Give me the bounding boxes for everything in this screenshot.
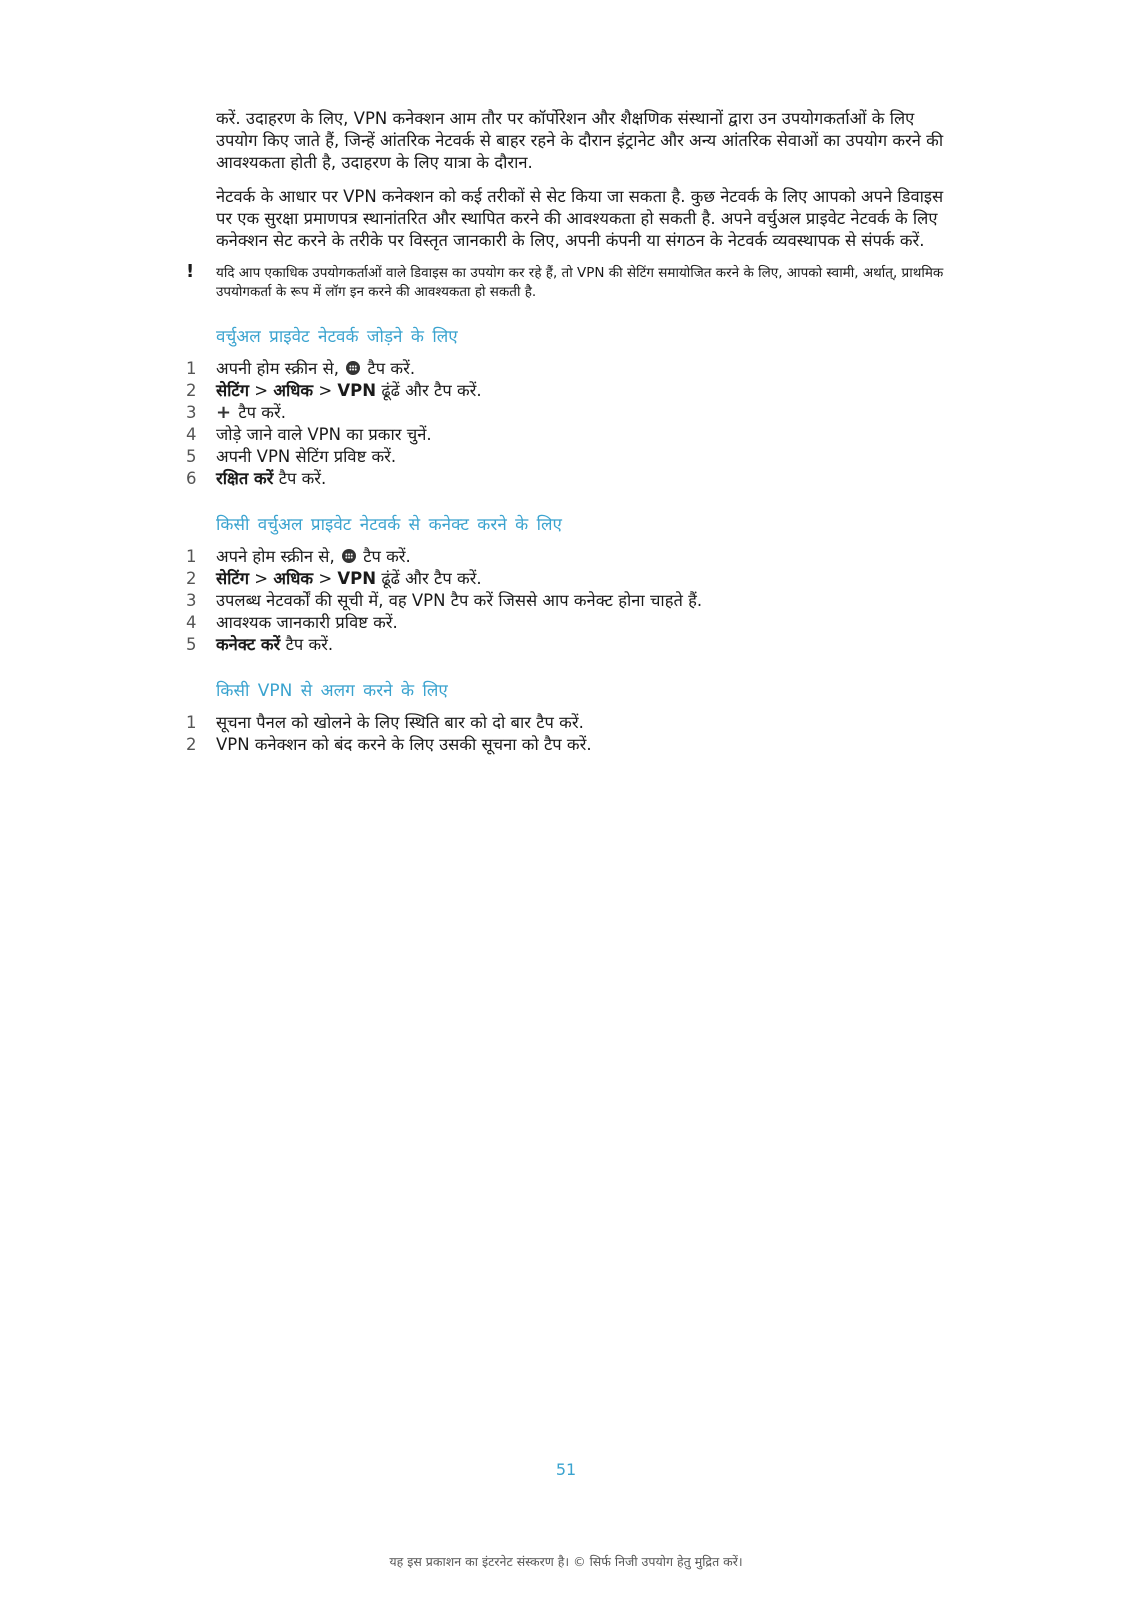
step-item: 2 सेटिंग > अधिक > VPN ढूंढें और टैप करें. (186, 569, 482, 588)
step-item: 2 सेटिंग > अधिक > VPN ढूंढें और टैप करें. (186, 381, 482, 400)
step-item: 5 अपनी VPN सेटिंग प्रविष्ट करें. (186, 447, 397, 466)
step-item: 3 उपलब्ध नेटवर्कों की सूची में, वह VPN टैप करें जिससे आप कनेक्ट होना चाहते हैं. (186, 591, 703, 610)
step-number: 5 (186, 635, 197, 654)
step-number: 4 (186, 425, 197, 444)
document-body (186, 108, 946, 756)
step-number: 5 (186, 447, 197, 466)
step-item: 3 + टैप करें. (186, 402, 286, 423)
step-number: 1 (186, 547, 197, 566)
steps-list (186, 712, 946, 756)
step-number: 1 (186, 713, 197, 732)
step-number: 1 (186, 359, 197, 378)
note (186, 261, 946, 302)
step-number: 3 (186, 591, 197, 610)
connect-label: कनेक्ट करें (216, 635, 281, 654)
apps-icon (346, 361, 360, 375)
step-item: 1 सूचना पैनल को खोलने के लिए स्थिति बार को दो बार टैप करें. (186, 713, 584, 732)
vpn-label: VPN (337, 569, 377, 588)
settings-label: सेटिंग (216, 381, 250, 400)
exclamation-icon: ! (186, 261, 195, 282)
vpn-label: VPN (337, 381, 377, 400)
save-label: रक्षित करें (216, 469, 274, 488)
steps-list (186, 358, 946, 490)
step-item: 1 अपनी होम स्क्रीन से, टैप करें. (186, 359, 416, 378)
step-item: 1 अपने होम स्क्रीन से, टैप करें. (186, 547, 411, 566)
note-text: यदि आप एकाधिक उपयोगकर्ताओं वाले डिवाइस का उपयोग कर रहे हैं, तो VPN की सेटिंग समायोजित करने के लिए, आपको स्वामी, अर्थात्, प्राथमिक उपयोगकर्ता के रूप में लॉग इन करने की आवश्यकता हो सकती है. (216, 265, 944, 300)
plus-icon: + (216, 402, 232, 423)
step-number: 2 (186, 381, 197, 400)
intro-paragraph: करें. उदाहरण के लिए, VPN कनेक्शन आम तौर पर कॉर्पोरेशन और शैक्षणिक संस्थानों द्वारा उन उपयोगकर्ताओं के लिए उपयोग किए जाते हैं, जिन्हें आंतरिक नेटवर्क से बाहर रहने के दौरान इंट्रानेट और अन्य आंतरिक सेवाओं का उपयोग करने की आवश्यकता होती है, उदाहरण के लिए यात्रा के दौरान. (216, 109, 944, 172)
step-item: 5 कनेक्ट करें टैप करें. (186, 635, 334, 654)
step-item: 4 जोड़े जाने वाले VPN का प्रकार चुनें. (186, 425, 432, 444)
section-heading-disconnect-vpn: किसी VPN से अलग करने के लिए (216, 681, 448, 701)
more-label: अधिक (273, 569, 314, 588)
more-label: अधिक (273, 381, 314, 400)
section-heading-connect-vpn: किसी वर्चुअल प्राइवेट नेटवर्क से कनेक्ट करने के लिए (216, 515, 562, 535)
footer-notice: यह इस प्रकाशन का इंटरनेट संस्करण है। © सिर्फ निजी उपयोग हेतु मुद्रित करें। (389, 1554, 743, 1569)
settings-label: सेटिंग (216, 569, 250, 588)
page-number: 51 (555, 1460, 577, 1479)
step-item: 2 VPN कनेक्शन को बंद करने के लिए उसकी सूचना को टैप करें. (186, 735, 592, 754)
intro-paragraph: नेटवर्क के आधार पर VPN कनेक्शन को कई तरीकों से सेट किया जा सकता है. कुछ नेटवर्क के लिए आपको अपने डिवाइस पर एक सुरक्षा प्रमाणपत्र स्थानांतरित और स्थापित करने की आवश्यकता हो सकती है. अपने वर्चुअल प्राइवेट नेटवर्क के लिए कनेक्शन सेट करने के तरीके पर विस्तृत जानकारी के लिए, अपनी कंपनी या संगठन के नेटवर्क व्यवस्थापक से संपर्क करें. (216, 187, 944, 250)
section-heading-add-vpn: वर्चुअल प्राइवेट नेटवर्क जोड़ने के लिए (216, 327, 458, 347)
step-number: 4 (186, 613, 197, 632)
steps-list (186, 546, 946, 656)
apps-icon (342, 549, 356, 563)
step-number: 6 (186, 469, 197, 488)
step-number: 2 (186, 569, 197, 588)
step-item: 6 रक्षित करें टैप करें. (186, 469, 327, 488)
step-number: 2 (186, 735, 197, 754)
step-item: 4 आवश्यक जानकारी प्रविष्ट करें. (186, 613, 398, 632)
step-number: 3 (186, 403, 197, 422)
